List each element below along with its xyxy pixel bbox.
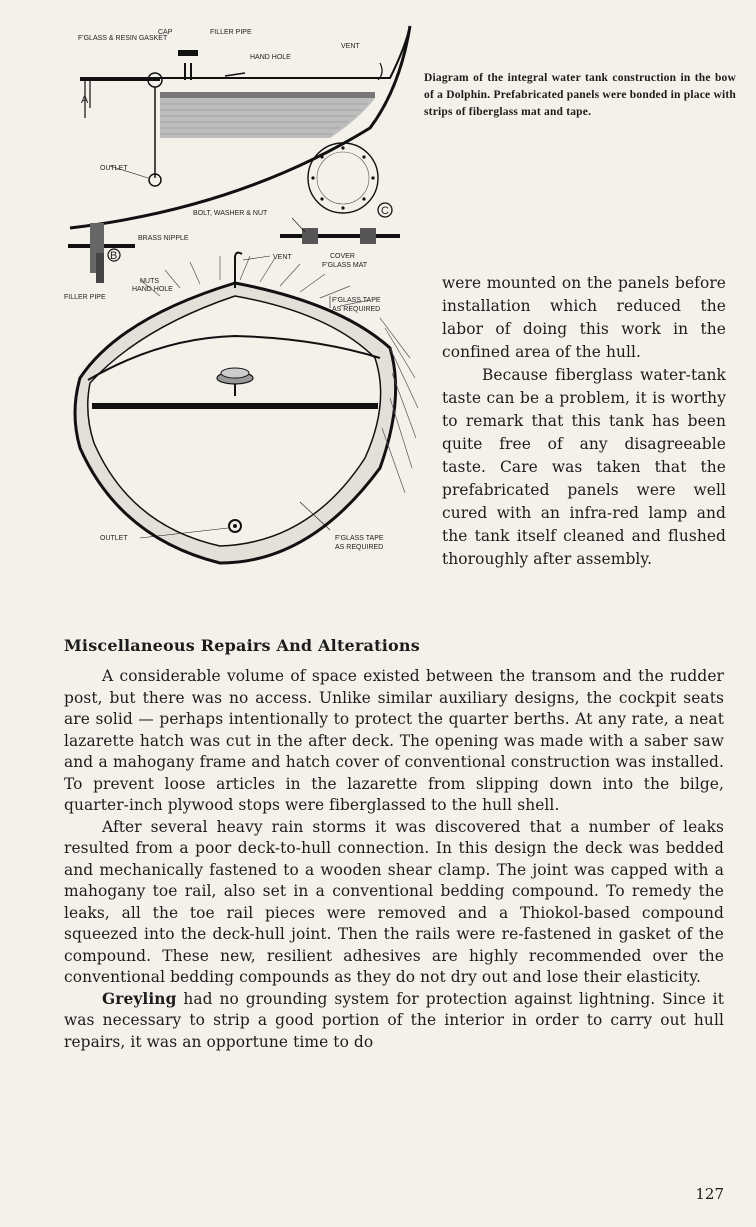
body-text [64, 666, 724, 1053]
label-marker-c: C [381, 205, 389, 217]
cover-detail-c [280, 143, 400, 244]
label-fglass-tape-1a: F'GLASS TAPE [332, 297, 381, 304]
label-hand-hole-2: HAND HOLE [132, 286, 173, 293]
label-fglass-tape-2a: F'GLASS TAPE [335, 535, 384, 542]
label-nuts: NUTS [140, 278, 160, 285]
side-column-text [442, 272, 726, 571]
label-fglass-tape-1b: AS REQUIRED [332, 306, 381, 313]
label-outlet: OUTLET [100, 165, 128, 172]
label-cover: COVER [330, 253, 355, 260]
label-cap: CAP [158, 29, 173, 36]
label-filler-pipe: FILLER PIPE [210, 29, 252, 36]
label-hand-hole: HAND HOLE [250, 54, 291, 61]
body-paragraph-2: After several heavy rain storms it was discovered that a number of leaks resulted from a poor deck-to-hull connection. In this design the deck was bedded and mechanically fastened to a wooden shear clamp. The joint was capped with a mahogany toe rail, also set in a conventional bedding compound. To remedy the leaks, all the toe rail pieces were removed and a Thiokol-based compound squeezed into the deck-hull joint. Then the rails were re-fastened in gasket of the compound. These new, resilient adhesives are highly recommended over the conventional bedding compounds as they do not dry out and lose their elasticity. [64, 817, 724, 986]
label-bolt-washer-nut: BOLT, WASHER & NUT [193, 210, 268, 217]
figure-caption: Diagram of the integral water tank construction in the bow of a Dolphin. Prefabricated panels were bonded in place with strips of fiberglass mat and tape. [424, 72, 736, 118]
label-brass-nipple: BRASS NIPPLE [138, 235, 189, 242]
label-gasket: F'GLASS & RESIN GASKET [78, 35, 168, 42]
section-heading: Miscellaneous Repairs And Alterations [64, 636, 420, 655]
water-tank-diagram [60, 18, 420, 603]
label-marker-a: A [81, 94, 89, 106]
label-fglass-tape-2b: AS REQUIRED [335, 544, 384, 551]
side-paragraph-1: were mounted on the panels before installation which reduced the labor of doing this work in the confined area of the hull. [442, 274, 726, 361]
label-marker-b: B [110, 250, 118, 262]
body-paragraph-3 [64, 989, 724, 1054]
diagram-drawing [60, 18, 420, 603]
label-vent: VENT [341, 43, 360, 50]
label-vent-2: VENT [273, 254, 292, 261]
page-number: 127 [695, 1185, 724, 1203]
hull-section-view [70, 26, 410, 228]
vessel-name: Greyling [102, 989, 177, 1008]
label-fglass-mat: F'GLASS MAT [322, 262, 368, 269]
side-paragraph-2: Because fiberglass water-tank taste can be a problem, it is worthy to remark that this tank has been quite free of any disagreeable taste. Care was taken that the prefabricated panels were well cured with an infra-red lamp and the tank itself cleaned and flushed thoroughly after assembly. [442, 366, 726, 568]
body-paragraph-1: A considerable volume of space existed between the transom and the rudder post, but there was no access. Unlike similar auxiliary designs, the cockpit seats are solid — perhaps intentionally to protect the quarter berths. At any rate, a neat lazarette hatch was cut in the after deck. The opening was made with a saber saw and a mahogany frame and hatch cover of conventional construction was installed. To prevent loose articles in the lazarette from slipping down into the bilge, quarter-inch plywood stops were fiberglassed to the hull shell. [64, 667, 724, 814]
nipple-detail-b [68, 223, 135, 283]
label-outlet-2: OUTLET [100, 535, 128, 542]
body-paragraph-3-text: had no grounding system for protection against lightning. Since it was necessary to strip a good portion of the interior in order to carry out hull repairs, it was an opportune time to do [64, 989, 724, 1051]
label-filler-pipe-2: FILLER PIPE [64, 294, 106, 301]
